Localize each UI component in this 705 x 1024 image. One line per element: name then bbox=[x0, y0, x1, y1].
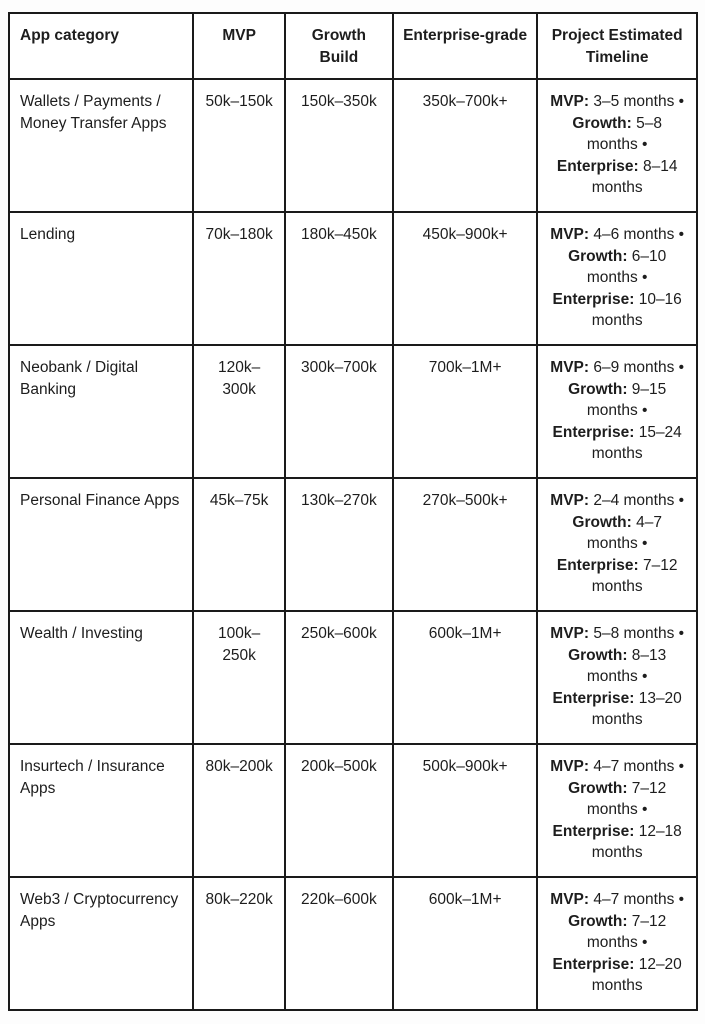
timeline-phase-value: 13–20 months bbox=[591, 689, 682, 728]
cell-growth: 300k–700k bbox=[285, 345, 393, 478]
cell-category: Web3 / Cryptocurrency Apps bbox=[9, 877, 193, 1010]
timeline-phase-label: Growth: bbox=[568, 779, 628, 797]
table-row bbox=[9, 744, 697, 877]
cell-growth: 220k–600k bbox=[285, 877, 393, 1010]
cell-enterprise: 600k–1M+ bbox=[393, 877, 537, 1010]
timeline-phase-label: Growth: bbox=[568, 247, 628, 265]
timeline-phase-label: MVP: bbox=[550, 93, 590, 110]
cell-enterprise: 270k–500k+ bbox=[393, 478, 537, 611]
timeline-phase-label: Enterprise: bbox=[556, 157, 639, 175]
timeline-phase-label: MVP: bbox=[550, 891, 590, 908]
cell-category: Lending bbox=[9, 212, 193, 345]
timeline-phase-label: Enterprise: bbox=[552, 423, 635, 441]
header-cell-mvp: MVP bbox=[193, 13, 285, 79]
cell-mvp: 80k–220k bbox=[193, 877, 285, 1010]
table-header bbox=[9, 13, 697, 79]
timeline-phase-value: 7–12 months • bbox=[586, 912, 667, 951]
cell-mvp: 100k–250k bbox=[193, 611, 285, 744]
cell-enterprise: 600k–1M+ bbox=[393, 611, 537, 744]
timeline-phase-value: 4–7 months • bbox=[589, 758, 685, 775]
table-row bbox=[9, 212, 697, 345]
timeline-phase-label: Growth: bbox=[572, 114, 632, 132]
cell-mvp: 45k–75k bbox=[193, 478, 285, 611]
cell-growth: 130k–270k bbox=[285, 478, 393, 611]
cell-mvp: 50k–150k bbox=[193, 79, 285, 212]
cell-growth: 200k–500k bbox=[285, 744, 393, 877]
timeline-phase-value: 9–15 months • bbox=[586, 380, 667, 419]
timeline-phase-label: Growth: bbox=[568, 380, 628, 398]
cell-timeline bbox=[537, 212, 697, 345]
timeline-phase-value: 7–12 months • bbox=[586, 779, 667, 818]
header-cell-app-category: App category bbox=[9, 13, 193, 79]
timeline-phase-value: 2–4 months • bbox=[589, 492, 685, 509]
timeline-phase-value: 8–14 months bbox=[591, 157, 678, 196]
timeline-phase-value: 4–6 months • bbox=[589, 226, 685, 243]
timeline-phase-label: Growth: bbox=[568, 646, 628, 664]
timeline-phase-label: Growth: bbox=[572, 513, 632, 531]
cell-growth: 150k–350k bbox=[285, 79, 393, 212]
timeline-phase-value: 4–7 months • bbox=[586, 513, 662, 552]
cell-timeline bbox=[537, 744, 697, 877]
cell-timeline bbox=[537, 611, 697, 744]
cell-timeline bbox=[537, 478, 697, 611]
timeline-phase-label: Enterprise: bbox=[552, 689, 635, 707]
timeline-phase-label: MVP: bbox=[550, 758, 590, 775]
cell-timeline bbox=[537, 79, 697, 212]
header-row bbox=[9, 13, 697, 79]
timeline-phase-value: 7–12 months bbox=[591, 556, 678, 595]
cell-category: Wealth / Investing bbox=[9, 611, 193, 744]
cell-timeline bbox=[537, 345, 697, 478]
header-cell-enterprise-grade: Enterprise-grade bbox=[393, 13, 537, 79]
cell-mvp: 70k–180k bbox=[193, 212, 285, 345]
cell-growth: 250k–600k bbox=[285, 611, 393, 744]
table-row bbox=[9, 345, 697, 478]
timeline-phase-value: 5–8 months • bbox=[589, 625, 685, 642]
cell-enterprise: 450k–900k+ bbox=[393, 212, 537, 345]
header-cell-growth-build: Growth Build bbox=[285, 13, 393, 79]
timeline-phase-label: MVP: bbox=[550, 359, 590, 376]
timeline-phase-value: 8–13 months • bbox=[586, 646, 667, 685]
table-body bbox=[9, 79, 697, 1010]
timeline-phase-value: 4–7 months • bbox=[589, 891, 685, 908]
table-row bbox=[9, 611, 697, 744]
header-cell-project-estimated-timeline: Project Estimated Timeline bbox=[537, 13, 697, 79]
cell-category: Wallets / Payments / Money Transfer Apps bbox=[9, 79, 193, 212]
timeline-phase-value: 6–10 months • bbox=[586, 247, 667, 286]
cell-mvp: 120k–300k bbox=[193, 345, 285, 478]
timeline-phase-label: Growth: bbox=[568, 912, 628, 930]
timeline-phase-label: MVP: bbox=[550, 226, 590, 243]
cell-enterprise: 500k–900k+ bbox=[393, 744, 537, 877]
timeline-phase-label: Enterprise: bbox=[552, 955, 635, 973]
timeline-phase-value: 6–9 months • bbox=[589, 359, 685, 376]
timeline-phase-label: Enterprise: bbox=[552, 290, 635, 308]
table-row bbox=[9, 478, 697, 611]
timeline-phase-value: 15–24 months bbox=[591, 423, 682, 462]
timeline-phase-label: Enterprise: bbox=[552, 822, 635, 840]
cell-enterprise: 700k–1M+ bbox=[393, 345, 537, 478]
table-row bbox=[9, 79, 697, 212]
timeline-phase-label: Enterprise: bbox=[556, 556, 639, 574]
timeline-phase-label: MVP: bbox=[550, 492, 590, 509]
cell-category: Personal Finance Apps bbox=[9, 478, 193, 611]
cell-category: Insurtech / Insurance Apps bbox=[9, 744, 193, 877]
pricing-table bbox=[8, 12, 698, 1011]
cell-mvp: 80k–200k bbox=[193, 744, 285, 877]
cell-enterprise: 350k–700k+ bbox=[393, 79, 537, 212]
table-row bbox=[9, 877, 697, 1010]
timeline-phase-value: 5–8 months • bbox=[586, 114, 662, 153]
cell-category: Neobank / Digital Banking bbox=[9, 345, 193, 478]
timeline-phase-value: 12–20 months bbox=[591, 955, 682, 994]
timeline-phase-value: 12–18 months bbox=[591, 822, 682, 861]
cell-timeline bbox=[537, 877, 697, 1010]
timeline-phase-value: 3–5 months • bbox=[589, 93, 685, 110]
timeline-phase-value: 10–16 months bbox=[591, 290, 682, 329]
cell-growth: 180k–450k bbox=[285, 212, 393, 345]
timeline-phase-label: MVP: bbox=[550, 625, 590, 642]
